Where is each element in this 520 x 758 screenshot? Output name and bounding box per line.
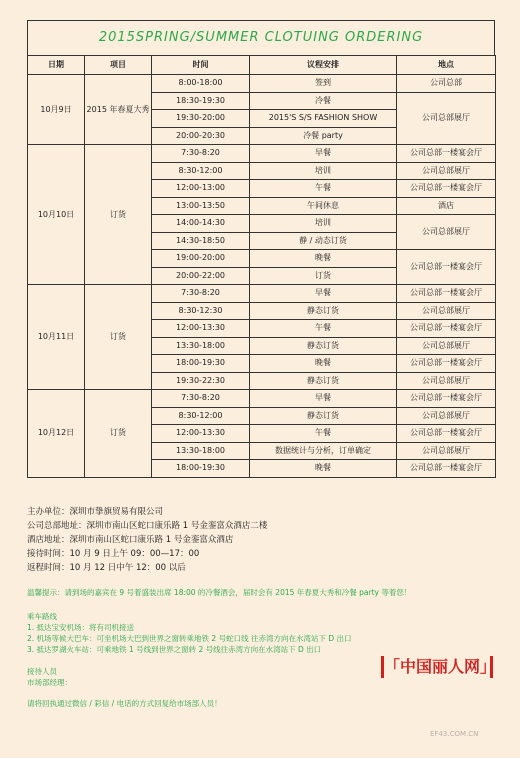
location-cell: 公司总部一楼宴会厅 xyxy=(397,285,496,303)
location-cell: 公司总部展厅 xyxy=(397,162,496,180)
project-cell: 订货 xyxy=(85,285,152,390)
date-cell: 10月12日 xyxy=(28,390,85,478)
agenda-cell: 晚餐 xyxy=(250,460,397,478)
agenda-cell: 晚餐 xyxy=(250,355,397,373)
header-date: 日期 xyxy=(28,56,85,75)
schedule-table xyxy=(27,55,496,478)
time-cell: 19:30-20:00 xyxy=(152,110,250,128)
agenda-cell: 签到 xyxy=(250,75,397,93)
event-info xyxy=(27,505,267,575)
agenda-cell: 静态订货 xyxy=(250,302,397,320)
time-cell: 12:00-13:00 xyxy=(152,180,250,198)
location-cell: 公司总部展厅 xyxy=(397,442,496,460)
time-cell: 7:30-8:20 xyxy=(152,285,250,303)
header-project: 项目 xyxy=(85,56,152,75)
date-cell: 10月9日 xyxy=(28,75,85,145)
time-cell: 8:30-12:00 xyxy=(152,407,250,425)
return-time-line: 返程时间：10 月 12 日中午 12：00 以后 xyxy=(27,563,186,573)
project-cell: 订货 xyxy=(85,145,152,285)
project-cell: 2015 年春夏大秀 xyxy=(85,75,152,145)
contact-manager: 市场部经理： xyxy=(27,678,72,687)
closing-note: 请将回执通过微信 / 彩信 / 电话的方式回复给市场部人员！ xyxy=(27,699,222,708)
route-section xyxy=(27,611,352,655)
location-cell: 公司总部一楼宴会厅 xyxy=(397,180,496,198)
location-cell: 公司总部一楼宴会厅 xyxy=(397,425,496,443)
agenda-cell: 静态订货 xyxy=(250,337,397,355)
organizer-line: 主办单位：深圳市挚旗贸易有限公司 xyxy=(27,507,164,517)
time-cell: 14:30-18:50 xyxy=(152,232,250,250)
location-cell: 公司总部一楼宴会厅 xyxy=(397,320,496,338)
agenda-cell: 静态订货 xyxy=(250,372,397,390)
agenda-cell: 午餐 xyxy=(250,425,397,443)
route-item: 2. 机场等候大巴车：可坐机场大巴到世界之窗转乘地铁 2 号蛇口线 往赤湾方向在水湾站下 D 出口 xyxy=(27,634,352,643)
agenda-cell: 培训 xyxy=(250,162,397,180)
time-cell: 7:30-8:20 xyxy=(152,145,250,163)
project-cell: 订货 xyxy=(85,390,152,478)
time-cell: 13:00-13:50 xyxy=(152,197,250,215)
route-item: 3. 抵达罗湖火车站：可乘地铁 1 号线到世界之窗转 2 号线往赤湾方向在水湾站下 D 出口 xyxy=(27,645,322,654)
table-row xyxy=(28,145,496,163)
table-row xyxy=(28,285,496,303)
agenda-cell: 早餐 xyxy=(250,285,397,303)
location-cell: 公司总部一楼宴会厅 xyxy=(397,355,496,373)
agenda-cell: 静 / 动态订货 xyxy=(250,232,397,250)
time-cell: 8:00-18:00 xyxy=(152,75,250,93)
header-location: 地点 xyxy=(397,56,496,75)
location-cell: 公司总部一楼宴会厅 xyxy=(397,145,496,163)
time-cell: 18:00-19:30 xyxy=(152,460,250,478)
date-cell: 10月10日 xyxy=(28,145,85,285)
schedule-sheet xyxy=(27,20,495,478)
route-heading: 乘车路线 xyxy=(27,612,57,621)
time-cell: 12:00-13:30 xyxy=(152,425,250,443)
location-cell: 公司总部展厅 xyxy=(397,407,496,425)
agenda-cell: 2015'S S/S FASHION SHOW xyxy=(250,110,397,128)
time-cell: 20:00-22:00 xyxy=(152,267,250,285)
table-header-row xyxy=(28,56,496,75)
location-cell: 酒店 xyxy=(397,197,496,215)
agenda-cell: 订货 xyxy=(250,267,397,285)
location-cell: 公司总部展厅 xyxy=(397,372,496,390)
reception-time-line: 接待时间：10 月 9 日上午 09：00—17：00 xyxy=(27,549,200,559)
agenda-cell: 早餐 xyxy=(250,390,397,408)
location-cell: 公司总部展厅 xyxy=(397,215,496,250)
table-row xyxy=(28,390,496,408)
time-cell: 18:30-19:30 xyxy=(152,92,250,110)
time-cell: 20:00-20:30 xyxy=(152,127,250,145)
agenda-cell: 午餐 xyxy=(250,180,397,198)
location-cell: 公司总部展厅 xyxy=(397,337,496,355)
date-cell: 10月11日 xyxy=(28,285,85,390)
contact-section xyxy=(27,666,72,688)
time-cell: 13:30-18:00 xyxy=(152,337,250,355)
time-cell: 18:00-19:30 xyxy=(152,355,250,373)
hq-address-line: 公司总部地址：深圳市南山区蛇口康乐路 1 号金銮富众酒店二楼 xyxy=(27,521,268,531)
schedule-title: 2015SPRING/SUMMER CLOTUING ORDERING xyxy=(27,20,495,55)
location-cell: 公司总部一楼宴会厅 xyxy=(397,390,496,408)
agenda-cell: 午间休息 xyxy=(250,197,397,215)
reminder-text: 温馨提示：请到场的嘉宾在 9 号着盛装出席 18:00 的冷餐酒会，届时会有 2015 年春夏大秀和冷餐 party 等着您！ xyxy=(27,588,412,597)
time-cell: 14:00-14:30 xyxy=(152,215,250,233)
agenda-cell: 数据统计与分析，订单确定 xyxy=(250,442,397,460)
contact-heading: 接待人员 xyxy=(27,667,57,676)
time-cell: 19:00-20:00 xyxy=(152,250,250,268)
header-agenda: 议程安排 xyxy=(250,56,397,75)
agenda-cell: 早餐 xyxy=(250,145,397,163)
location-cell: 公司总部一楼宴会厅 xyxy=(397,460,496,478)
table-row xyxy=(28,75,496,93)
agenda-cell: 培训 xyxy=(250,215,397,233)
location-cell: 公司总部一楼宴会厅 xyxy=(397,250,496,285)
watermark-text: EF43.COM.CN xyxy=(430,730,479,738)
time-cell: 19:30-22:30 xyxy=(152,372,250,390)
route-item: 1. 抵达宝安机场：将有司机接送 xyxy=(27,623,135,632)
agenda-cell: 冷餐 xyxy=(250,92,397,110)
agenda-cell: 静态订货 xyxy=(250,407,397,425)
time-cell: 8:30-12:00 xyxy=(152,162,250,180)
agenda-cell: 晚餐 xyxy=(250,250,397,268)
location-cell: 公司总部展厅 xyxy=(397,302,496,320)
site-logo: 「中国丽人网」 xyxy=(381,656,493,678)
time-cell: 13:30-18:00 xyxy=(152,442,250,460)
agenda-cell: 午餐 xyxy=(250,320,397,338)
header-time: 时间 xyxy=(152,56,250,75)
hotel-address-line: 酒店地址：深圳市南山区蛇口康乐路 1 号金銮富众酒店 xyxy=(27,535,234,545)
location-cell: 公司总部展厅 xyxy=(397,92,496,145)
location-cell: 公司总部 xyxy=(397,75,496,93)
time-cell: 12:00-13:30 xyxy=(152,320,250,338)
time-cell: 8:30-12:30 xyxy=(152,302,250,320)
time-cell: 7:30-8:20 xyxy=(152,390,250,408)
agenda-cell: 冷餐 party xyxy=(250,127,397,145)
